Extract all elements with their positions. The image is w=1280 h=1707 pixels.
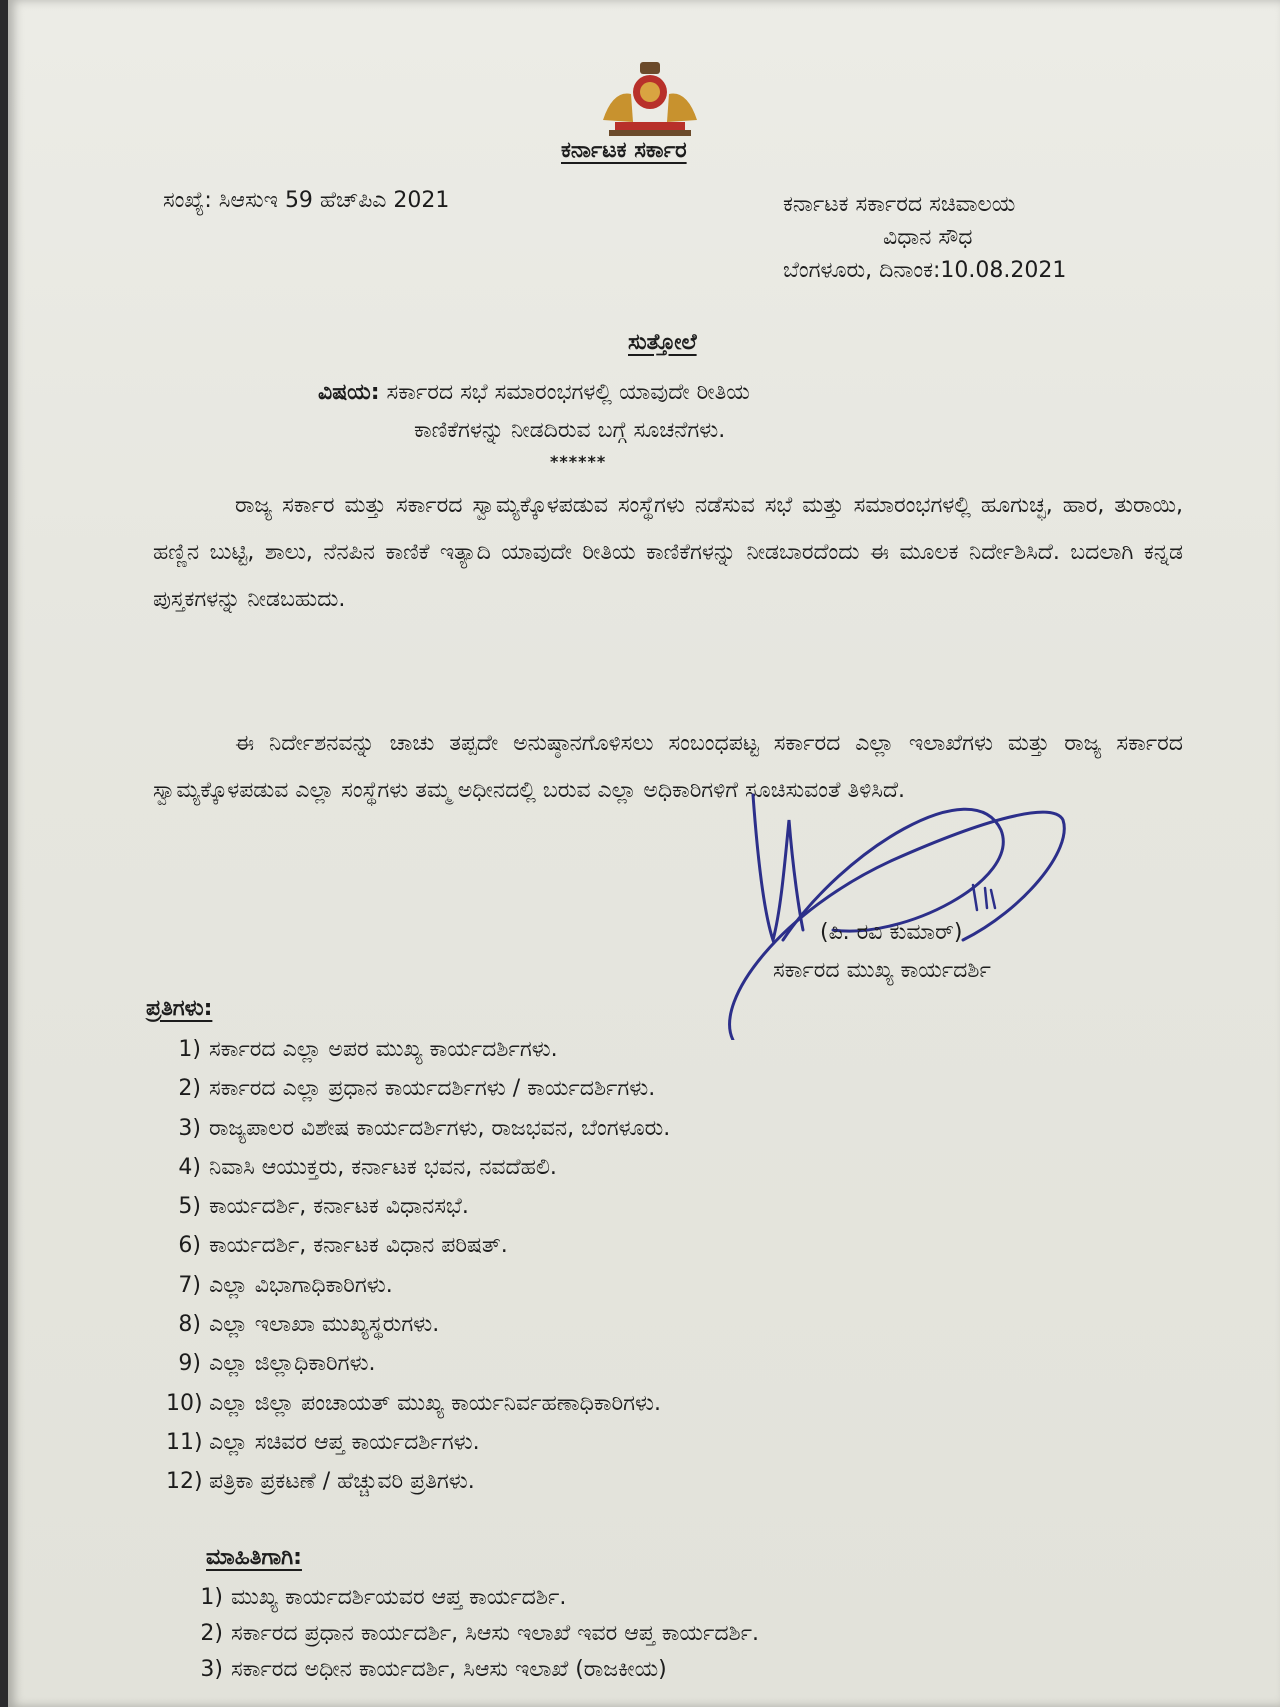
list-item: 4) ನಿವಾಸಿ ಆಯುಕ್ತರು, ಕರ್ನಾಟಕ ಭವನ, ನವದೆಹಲಿ.	[178, 1154, 557, 1180]
copies-list	[166, 1030, 670, 1502]
place-date: ಬೆಂಗಳೂರು, ದಿನಾಂಕ:10.08.2021	[783, 258, 1067, 283]
subject-label: ವಿಷಯ:	[318, 380, 380, 405]
copies-heading: ಪ್ರತಿಗಳು:	[146, 996, 213, 1021]
for-information-heading: ಮಾಹಿತಿಗಾಗಿ:	[206, 1545, 302, 1570]
list-item: 7) ಎಲ್ಲಾ ವಿಭಾಗಾಧಿಕಾರಿಗಳು.	[178, 1272, 393, 1298]
reference-number: ಸಂಖ್ಯೆ: ಸಿಆಸುಇ 59 ಹೆಚ್‌ಪಿಎ 2021	[163, 188, 450, 213]
list-item: 2) ಸರ್ಕಾರದ ಎಲ್ಲಾ ಪ್ರಧಾನ ಕಾರ್ಯದರ್ಶಿಗಳು / ಕಾರ್ಯದರ್ಶಿಗಳು.	[178, 1076, 656, 1102]
list-item: 1) ಸರ್ಕಾರದ ಎಲ್ಲಾ ಅಪರ ಮುಖ್ಯ ಕಾರ್ಯದರ್ಶಿಗಳು.	[178, 1037, 558, 1062]
office-line-2: ವಿಧಾನ ಸೌಧ	[883, 225, 973, 250]
list-item: 8) ಎಲ್ಲಾ ಇಲಾಖಾ ಮುಖ್ಯಸ್ಥರುಗಳು.	[178, 1312, 440, 1338]
office-line-1: ಕರ್ನಾಟಕ ಸರ್ಕಾರದ ಸಚಿವಾಲಯ	[783, 192, 1016, 217]
list-item: 11) ಎಲ್ಲಾ ಸಚಿವರ ಆಪ್ತ ಕಾರ್ಯದರ್ಶಿಗಳು.	[166, 1429, 480, 1455]
list-item: 3) ರಾಜ್ಯಪಾಲರ ವಿಶೇಷ ಕಾರ್ಯದರ್ಶಿಗಳು, ರಾಜಭವನ, ಬೆಂಗಳೂರು.	[178, 1115, 671, 1141]
karnataka-emblem-icon	[595, 60, 705, 140]
circular-heading: ಸುತ್ತೋಲೆ	[628, 330, 697, 355]
separator: ******	[550, 452, 607, 471]
list-item: 5) ಕಾರ್ಯದರ್ಶಿ, ಕರ್ನಾಟಕ ವಿಧಾನಸಭೆ.	[178, 1194, 469, 1220]
handwritten-signature-icon	[723, 790, 1083, 1040]
list-item: 10) ಎಲ್ಲಾ ಜಿಲ್ಲಾ ಪಂಚಾಯತ್ ಮುಖ್ಯ ಕಾರ್ಯನಿರ್ವಹಣಾಧಿಕಾರಿಗಳು.	[166, 1390, 661, 1416]
paragraph-2-text: ಈ ನಿರ್ದೇಶನವನ್ನು ಚಾಚು ತಪ್ಪದೇ ಅನುಷ್ಠಾನಗೊಳಿಸಲು ಸಂಬಂಧಪಟ್ಟ ಸರ್ಕಾರದ ಎಲ್ಲಾ ಇಲಾಖೆಗಳು ಮತ್ತು ರಾಜ್ಯ ಸರ್ಕಾರದ ಸ್ವಾಮ್ಯಕ್ಕೊಳಪಡುವ ಎಲ್ಲಾ ಸಂಸ್ಥೆಗಳು ತಮ್ಮ ಅಧೀನದಲ್ಲಿ ಬರುವ ಎಲ್ಲಾ ಅಧಿಕಾರಿಗಳಿಗೆ ಸೂಚಿಸುವಂತೆ ತಿಳಿಸಿದೆ.	[153, 731, 1183, 803]
subject	[318, 374, 750, 450]
list-item: 3) ಸರ್ಕಾರದ ಅಧೀನ ಕಾರ್ಯದರ್ಶಿ, ಸಿಆಸು ಇಲಾಖೆ (ರಾಜಕೀಯ)	[200, 1657, 667, 1682]
for-information-list	[188, 1580, 759, 1688]
body-paragraph-1	[153, 482, 1183, 623]
list-item: 1) ಮುಖ್ಯ ಕಾರ್ಯದರ್ಶಿಯವರ ಆಪ್ತ ಕಾರ್ಯದರ್ಶಿ.	[200, 1585, 567, 1610]
list-item: 12) ಪತ್ರಿಕಾ ಪ್ರಕಟಣೆ / ಹೆಚ್ಚುವರಿ ಪ್ರತಿಗಳು.	[166, 1469, 475, 1495]
subject-line-1: ಸರ್ಕಾರದ ಸಭೆ ಸಮಾರಂಭಗಳಲ್ಲಿ ಯಾವುದೇ ರೀತಿಯ	[386, 380, 750, 405]
paragraph-1-text: ರಾಜ್ಯ ಸರ್ಕಾರ ಮತ್ತು ಸರ್ಕಾರದ ಸ್ವಾಮ್ಯಕ್ಕೊಳಪಡುವ ಸಂಸ್ಥೆಗಳು ನಡೆಸುವ ಸಭೆ ಮತ್ತು ಸಮಾರಂಭಗಳಲ್ಲಿ ಹೂಗುಚ್ಛ, ಹಾರ, ತುರಾಯಿ, ಹಣ್ಣಿನ ಬುಟ್ಟಿ, ಶಾಲು, ನೆನಪಿನ ಕಾಣಿಕೆ ಇತ್ಯಾದಿ ಯಾವುದೇ ರೀತಿಯ ಕಾಣಿಕೆಗಳನ್ನು ನೀಡಬಾರದೆಂದು ಈ ಮೂಲಕ ನಿರ್ದೇಶಿಸಿದೆ. ಬದಲಾಗಿ ಕನ್ನಡ ಪುಸ್ತಕಗಳನ್ನು ನೀಡಬಹುದು.	[153, 493, 1183, 612]
list-item: 9) ಎಲ್ಲಾ ಜಿಲ್ಲಾಧಿಕಾರಿಗಳು.	[178, 1351, 376, 1377]
list-item: 2) ಸರ್ಕಾರದ ಪ್ರಧಾನ ಕಾರ್ಯದರ್ಶಿ, ಸಿಆಸು ಇಲಾಖೆ ಇವರ ಆಪ್ತ ಕಾರ್ಯದರ್ಶಿ.	[200, 1621, 760, 1646]
signatory-designation: ಸರ್ಕಾರದ ಮುಖ್ಯ ಕಾರ್ಯದರ್ಶಿ	[773, 958, 991, 983]
signatory-name: (ಪಿ. ರವಿ ಕುಮಾರ್)	[820, 920, 963, 945]
office-address	[783, 188, 1066, 287]
list-item: 6) ಕಾರ್ಯದರ್ಶಿ, ಕರ್ನಾಟಕ ವಿಧಾನ ಪರಿಷತ್.	[178, 1233, 508, 1259]
subject-line-2: ಕಾಣಿಕೆಗಳನ್ನು ನೀಡದಿರುವ ಬಗ್ಗೆ ಸೂಚನೆಗಳು.	[414, 418, 726, 443]
government-name: ಕರ್ನಾಟಕ ಸರ್ಕಾರ	[561, 138, 687, 163]
document-page	[8, 0, 1280, 1707]
